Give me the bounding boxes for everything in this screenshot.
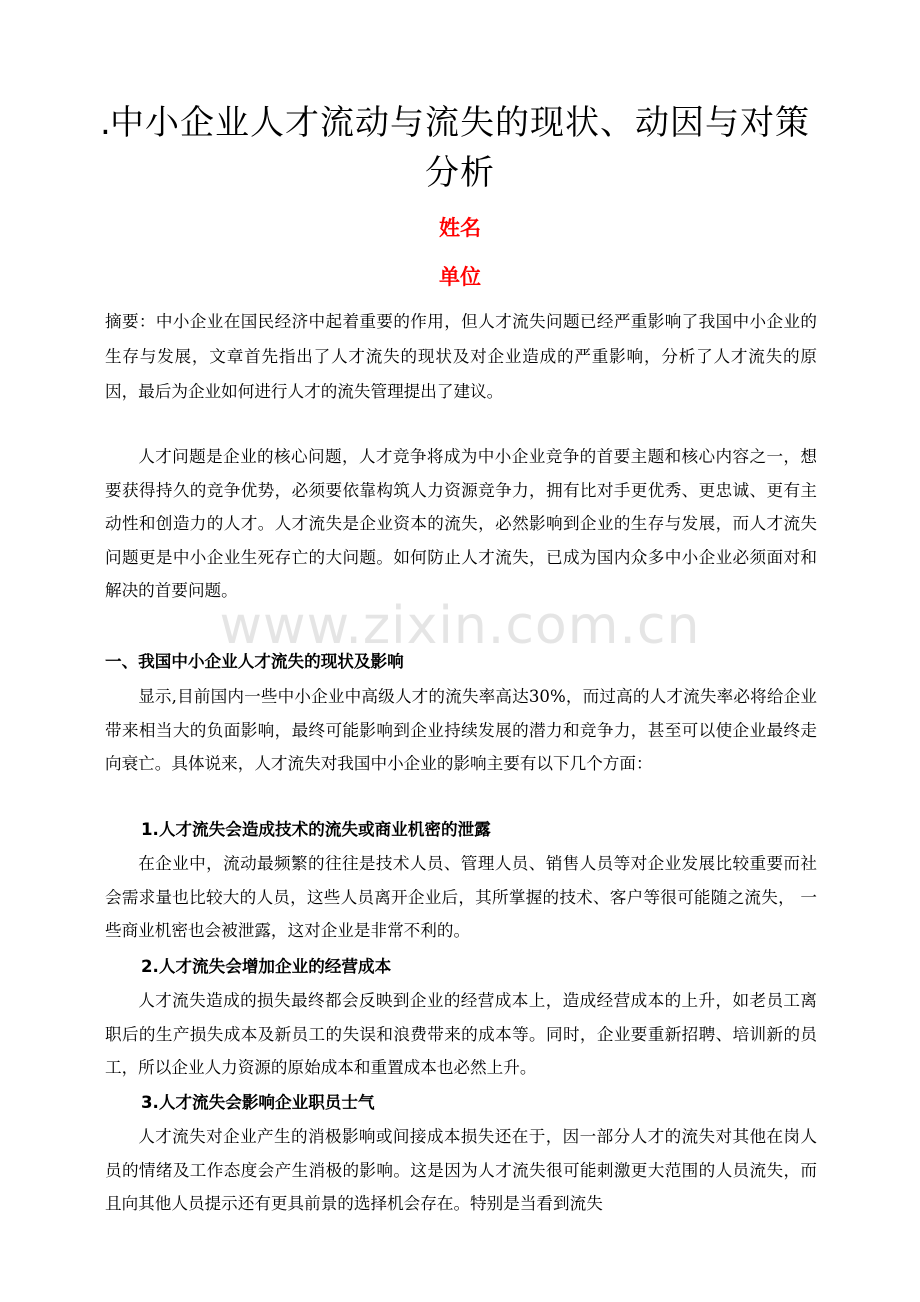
author-affiliation: 单位 [439, 265, 481, 289]
intro-paragraph: 人才问题是企业的核心问题，人才竞争将成为中小企业竞争的首要主题和核心内容之一，想要获得持久的竞争优势，必须要依靠构筑人力资源竞争力，拥有比对手更优秀、更忠诚、更有主动性和创造力的人才。人才流失是企业资本的流失，必然影响到企业的生存与发展，而人才流失问题更是中小企业生死存亡的大问题。如何防止人才流失，已成为国内众多中小企业必须面对和解决的首要问题。 [105, 447, 817, 600]
section-1-heading: 一、我国中小企业人才流失的现状及影响 [105, 652, 404, 671]
title-line-1: 中小企业人才流动与流失的现状、动因与对策 [110, 103, 810, 143]
subsection-3-heading: 3.人才流失会影响企业职员士气 [141, 1093, 375, 1112]
subsection-1-paragraph: 在企业中，流动最频繁的往往是技术人员、管理人员、销售人员等对企业发展比较重要而社会需求量也比较大的人员，这些人员离开企业后，其所掌握的技术、客户等很可能随之流失， 一些商业机密也会被泄露，这对企业是非常不利的。 [105, 854, 817, 940]
section-1-paragraph: 显示,目前国内一些中小企业中高级人才的流失率高达30%，而过高的人才流失率必将给企业带来相当大的负面影响，最终可能影响到企业持续发展的潜力和竞争力，甚至可以使企业最终走向衰亡。具体说来，人才流失对我国中小企业的影响主要有以下几个方面： [105, 687, 817, 773]
subsection-3-paragraph: 人才流失对企业产生的消极影响或间接成本损失还在于，因一部分人才的流失对其他在岗人员的情绪及工作态度会产生消极的影响。这是因为人才流失很可能刺激更大范围的人员流失，而且向其他人员提示还有更具前景的选择机会存在。特别是当看到流失 [105, 1127, 817, 1213]
subsection-2-paragraph: 人才流失造成的损失最终都会反映到企业的经营成本上，造成经营成本的上升，如老员工离职后的生产损失成本及新员工的失误和浪费带来的成本等。同时，企业要重新招聘、培训新的员工，所以企业人力资源的原始成本和重置成本也必然上升。 [105, 991, 817, 1077]
title-bullet: . [100, 103, 112, 143]
author-name: 姓名 [439, 216, 481, 240]
document-title [100, 98, 820, 198]
subsection-2-heading: 2.人才流失会增加企业的经营成本 [141, 957, 392, 976]
title-line-2: 分析 [425, 153, 495, 193]
abstract: 摘要：中小企业在国民经济中起着重要的作用，但人才流失问题已经严重影响了我国中小企业的生存与发展，文章首先指出了人才流失的现状及对企业造成的严重影响，分析了人才流失的原因，最后为企业如何进行人才的流失管理提出了建议。 [105, 312, 817, 401]
watermark: www.zixin.com.cn [219, 596, 701, 656]
subsection-1-heading: 1.人才流失会造成技术的流失或商业机密的泄露 [141, 820, 491, 839]
